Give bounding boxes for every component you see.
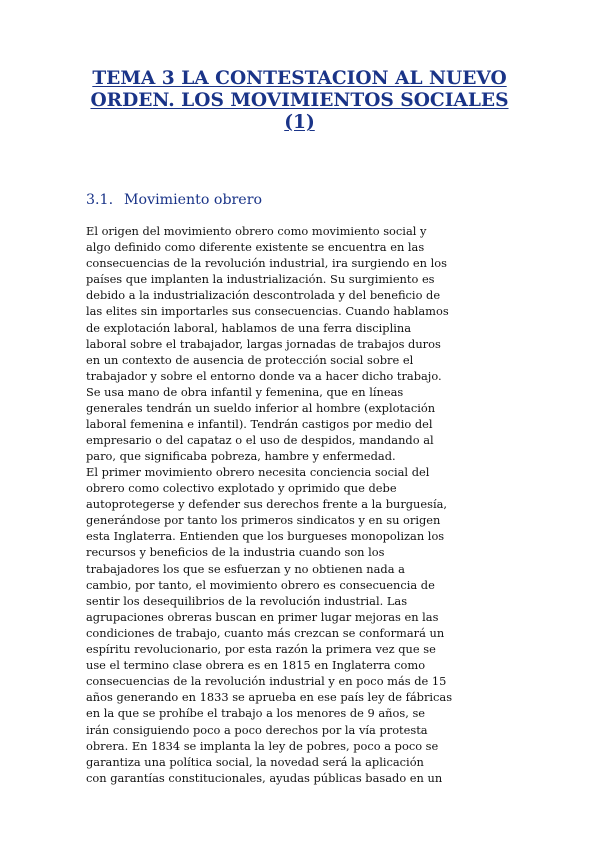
text-line: paro, que significaba pobreza, hambre y enfermedad. [86,449,396,464]
text-line: El primer movimiento obrero necesita conciencia social del [86,465,430,479]
text-line: Se usa mano de obra infantil y femenina, que en líneas [86,384,404,399]
text-line: consecuencias de la revolución industrial, ira surgiendo en los [86,256,447,271]
text-line: países que implanten la industrialización. Su surgimiento es [86,272,435,287]
text-line: sentir los desequilibrios de la revolución industrial. Las [86,593,408,608]
text-line: obrera. En 1834 se implanta la ley de pobres, poco a poco se [86,738,439,753]
text-line: agrupaciones obreras buscan en primer lugar mejoras en las [86,609,439,624]
text-line: garantiza una política social, la novedad será la aplicación [86,754,424,769]
text-line: esta Inglaterra. Entienden que los burgueses monopolizan los [86,529,445,544]
text-line: en un contexto de ausencia de protección social sobre el [86,352,414,367]
text-line: empresario o del capataz o el uso de despidos, mandando al [86,433,434,448]
text-line: algo definido como diferente existente se encuentra en las [86,240,425,255]
paragraph-1 [86,223,516,464]
text-line: obrero como colectivo explotado y oprimido que debe [86,481,397,496]
text-line: recursos y beneficios de la industria cuando son los [86,545,385,560]
text-line: trabajador y sobre el entorno donde va a hacer dicho trabajo. [86,368,442,383]
text-line: irán consiguiendo poco a poco derechos por la vía protesta [86,722,428,737]
section-heading [86,191,262,209]
text-line: cambio, por tanto, el movimiento obrero es consecuencia de [86,577,435,592]
text-line: use el termino clase obrera es en 1815 en Inglaterra como [86,658,426,673]
text-line: generales tendrán un sueldo inferior al hombre (explotación [86,401,436,416]
text-line: de explotación laboral, hablamos de una ferra disciplina [86,320,412,335]
title-line: ORDEN. LOS MOVIMIENTOS SOCIALES [90,90,509,111]
paragraph-2 [86,464,516,786]
title-line: (1) [284,112,315,133]
title-line: TEMA 3 LA CONTESTACION AL NUEVO [92,68,507,89]
text-line: generándose por tanto los primeros sindicatos y en su origen [86,513,441,528]
text-line: condiciones de trabajo, cuanto más crezcan se conformará un [86,625,445,640]
text-line: debido a la industrialización descontrolada y del beneficio de [86,288,441,303]
text-line: en la que se prohíbe el trabajo a los menores de 9 años, se [86,706,426,721]
text-line: laboral sobre el trabajador, largas jornadas de trabajos duros [86,336,441,351]
text-line: espíritu revolucionario, por esta razón la primera vez que se [86,642,436,657]
text-line: con garantías constitucionales, ayudas públicas basado en un [86,770,443,785]
text-line: trabajadores los que se esfuerzan y no obtienen nada a [86,561,405,576]
text-line: El origen del movimiento obrero como movimiento social y [86,224,427,238]
section-number: 3.1. [86,192,114,208]
text-line: las elites sin importarles sus consecuencias. Cuando hablamos [86,304,449,319]
text-line: consecuencias de la revolución industrial y en poco más de 15 [86,674,447,689]
text-line: autoprotegerse y defender sus derechos frente a la burguesía, [86,497,448,512]
text-line: años generando en 1833 se aprueba en ese país ley de fábricas [86,690,453,705]
text-line: laboral femenina e infantil). Tendrán castigos por medio del [86,417,433,432]
document-title [60,68,539,134]
section-title: Movimiento obrero [124,192,263,208]
